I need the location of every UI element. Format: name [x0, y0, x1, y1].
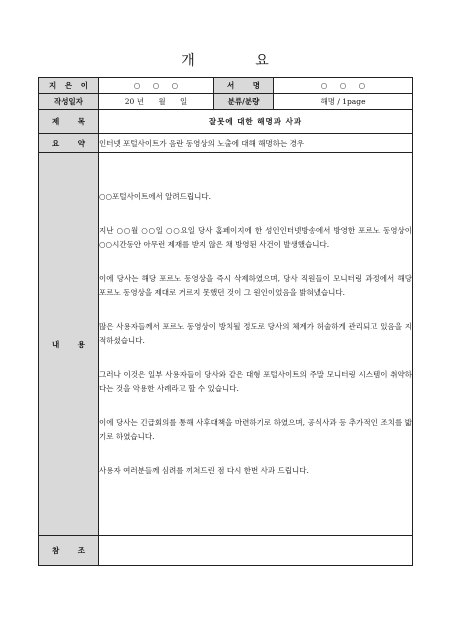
summary-form-table — [38, 77, 413, 566]
subject-value: 잘못에 대한 해명과 사과 — [99, 110, 413, 134]
date-row — [39, 94, 413, 110]
content-paragraph: 그러나 이것은 일부 사용자들이 당사와 같은 대형 포털사이트의 주말 모니터링 시스템이 취약하다는 것을 악용한 사례라고 할 수 있습니다. — [99, 370, 412, 393]
summary-label: 요 약 — [39, 134, 99, 153]
date-value — [99, 94, 214, 110]
author-value: ○ ○ ○ — [99, 78, 214, 94]
content-paragraph: 이에 당사는 긴급회의를 통해 사후대책을 마련하기로 하였으며, 공식사과 등 추가적인 조치를 밟기로 하였습니다. — [99, 418, 412, 441]
date-label: 작성일자 — [39, 94, 99, 110]
content-row — [39, 153, 413, 536]
author-label: 지 은 이 — [39, 78, 99, 94]
summary-value: 인터넷 포털사이트가 음란 동영상의 노출에 대해 해명하는 경우 — [99, 134, 413, 153]
date-year: 20 년 — [124, 97, 144, 106]
reference-value — [99, 536, 413, 566]
content-body — [99, 153, 413, 536]
category-value: 해명 / 1page — [274, 94, 413, 110]
reference-row — [39, 536, 413, 566]
category-label: 분류/분량 — [214, 94, 274, 110]
signature-label: 서 명 — [214, 78, 274, 94]
author-row — [39, 78, 413, 94]
content-paragraph: 지난 ○○월 ○○일 ○○요일 당사 홈페이지에 한 성인인터넷방송에서 방영한 포르노 동영상이 ○○시간동안 아무런 제재를 받지 않은 채 방영된 사건이 발생했습니다. — [99, 226, 412, 249]
content-label: 내 용 — [39, 153, 99, 536]
date-day: 일 — [179, 97, 188, 106]
content-paragraph: 사용자 여러분들께 심려를 끼쳐드린 점 다시 한번 사과 드립니다. — [99, 466, 309, 475]
reference-label: 참 조 — [39, 536, 99, 566]
content-paragraph: 많은 사용자들께서 포르노 동영상이 방치될 정도로 당사의 체계가 허술하게 관리되고 있음을 지적하셨습니다. — [99, 322, 412, 345]
document-title: 개 요 — [181, 53, 297, 69]
subject-row — [39, 110, 413, 134]
signature-value: ○ ○ ○ — [274, 78, 413, 94]
date-month: 월 — [158, 97, 166, 106]
content-paragraph: 이에 당사는 해당 포르노 동영상을 즉시 삭제하였으며, 당사 직원들이 모니터링 과정에서 해당 포르노 동영상을 제대로 거르지 못했던 것이 그 원인이었음을 밝혀냈습니다. — [99, 274, 412, 297]
subject-label: 제 목 — [39, 110, 99, 134]
summary-row — [39, 134, 413, 153]
content-paragraph: ○○포털사이트에서 알려드립니다. — [99, 192, 212, 201]
